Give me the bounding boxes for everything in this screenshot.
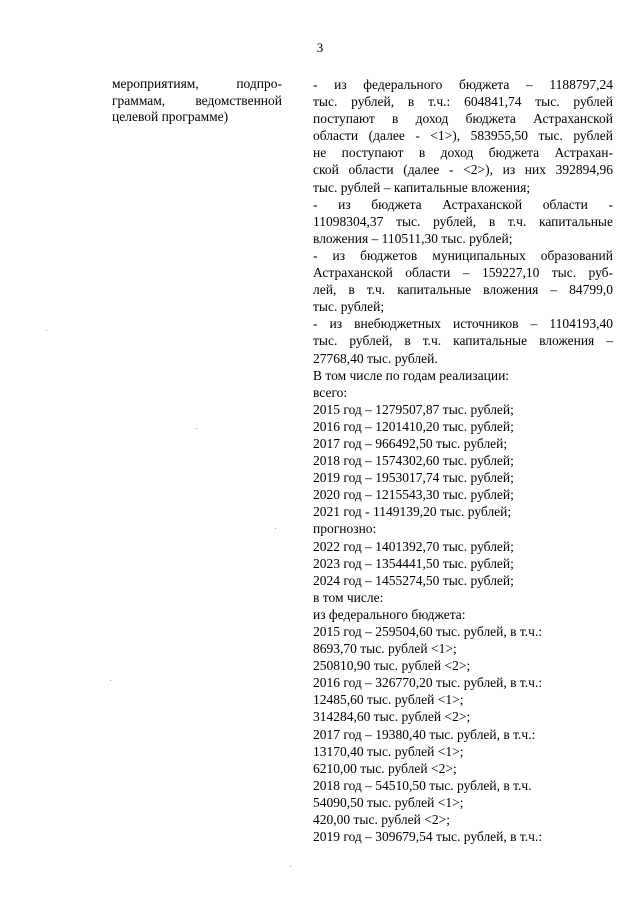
text-line: 2017 год – 19380,40 тыс. рублей, в т.ч.: (313, 726, 536, 742)
text-line: 2015 год – 259504,60 тыс. рублей, в т.ч.: (313, 624, 543, 639)
text-line: 2018 год – 54510,50 тыс. рублей, в т.ч. (313, 777, 532, 793)
text-line: 2016 год – 326770,20 тыс. рублей, в т.ч.: (313, 675, 543, 691)
text-line: - из бюджета Астраханской области - (313, 196, 613, 212)
left-line: целевой программе) (112, 109, 229, 125)
scan-speck (196, 428, 197, 429)
text-line: области (далее - <1>), 583955,50 тыс. рублей (313, 128, 613, 144)
text-line: из федерального бюджета: (313, 606, 466, 622)
text-line: 8693,70 тыс. рублей <1>; (313, 641, 457, 657)
text-line: 2022 год – 1401392,70 тыс. рублей; (313, 538, 514, 554)
text-line: 2018 год – 1574302,60 тыс. рублей; (313, 453, 514, 469)
text-line: поступают в доход бюджета Астраханской (313, 111, 613, 127)
text-line: 2020 год – 1215543,30 тыс. рублей; (313, 487, 514, 503)
text-line: вложения – 110511,30 тыс. рублей; (313, 230, 513, 246)
text-line: - из федерального бюджета – 1188797,24 (313, 77, 613, 92)
scan-speck (290, 866, 291, 867)
text-line: всего: (313, 384, 348, 400)
text-line: 27768,40 тыс. рублей. (313, 350, 438, 366)
text-line: 11098304,37 тыс. рублей, в т.ч. капитальные (313, 213, 613, 229)
text-line: не поступают в доход бюджета Астрахан- (313, 145, 613, 161)
text-line: 2021 год - 1149139,20 тыс. рублей; (313, 504, 512, 520)
left-line: мероприятиям, подпро- (112, 76, 282, 91)
text-line: 12485,60 тыс. рублей <1>; (313, 692, 464, 708)
year-breakdown-list (313, 350, 613, 846)
text-line: 2024 год – 1455274,50 тыс. рублей; (313, 572, 514, 588)
left-line: граммам, ведомственной (112, 92, 282, 108)
text-line: Астраханской области – 159227,10 тыс. руб- (313, 265, 613, 281)
text-line: тыс. рублей – капитальные вложения; (313, 179, 531, 195)
text-line: 420,00 тыс. рублей <2>; (313, 812, 450, 828)
text-line: 2023 год – 1354441,50 тыс. рублей; (313, 555, 514, 571)
text-line: 2016 год – 1201410,20 тыс. рублей; (313, 418, 514, 434)
text-line: тыс. рублей; (313, 299, 385, 315)
text-line: в том числе: (313, 589, 384, 605)
scan-speck (110, 680, 111, 681)
text-line: - из внебюджетных источников – 1104193,40 (313, 316, 613, 332)
text-line: 2015 год – 1279507,87 тыс. рублей; (313, 401, 514, 417)
text-line: В том числе по годам реализации: (313, 367, 510, 383)
text-line: прогнозно: (313, 521, 377, 537)
right-column (313, 76, 613, 845)
text-line: ской области (далее - <2>), из них 392894,96 (313, 162, 613, 178)
page-number: 3 (316, 40, 324, 55)
text-line: 2019 год – 1953017,74 тыс. рублей; (313, 470, 514, 486)
text-line: 314284,60 тыс. рублей <2>; (313, 709, 471, 725)
scan-speck (46, 330, 47, 331)
text-line: тыс. рублей, в т.ч.: 604841,74 тыс. рублей (313, 94, 613, 110)
text-line: 2019 год – 309679,54 тыс. рублей, в т.ч.: (313, 829, 543, 845)
scan-speck (275, 528, 276, 529)
text-line: тыс. рублей, в т.ч. капитальные вложения – (313, 333, 613, 349)
text-line: 250810,90 тыс. рублей <2>; (313, 658, 471, 674)
text-line: 6210,00 тыс. рублей <2>; (313, 760, 457, 776)
text-line: 13170,40 тыс. рублей <1>; (313, 743, 464, 759)
text-line: - из бюджетов муниципальных образований (313, 247, 613, 263)
text-line: 54090,50 тыс. рублей <1>; (313, 794, 464, 810)
text-line: 2017 год – 966492,50 тыс. рублей; (313, 435, 508, 451)
text-line: лей, в т.ч. капитальные вложения – 84799,0 (313, 282, 613, 298)
left-column (112, 76, 282, 126)
